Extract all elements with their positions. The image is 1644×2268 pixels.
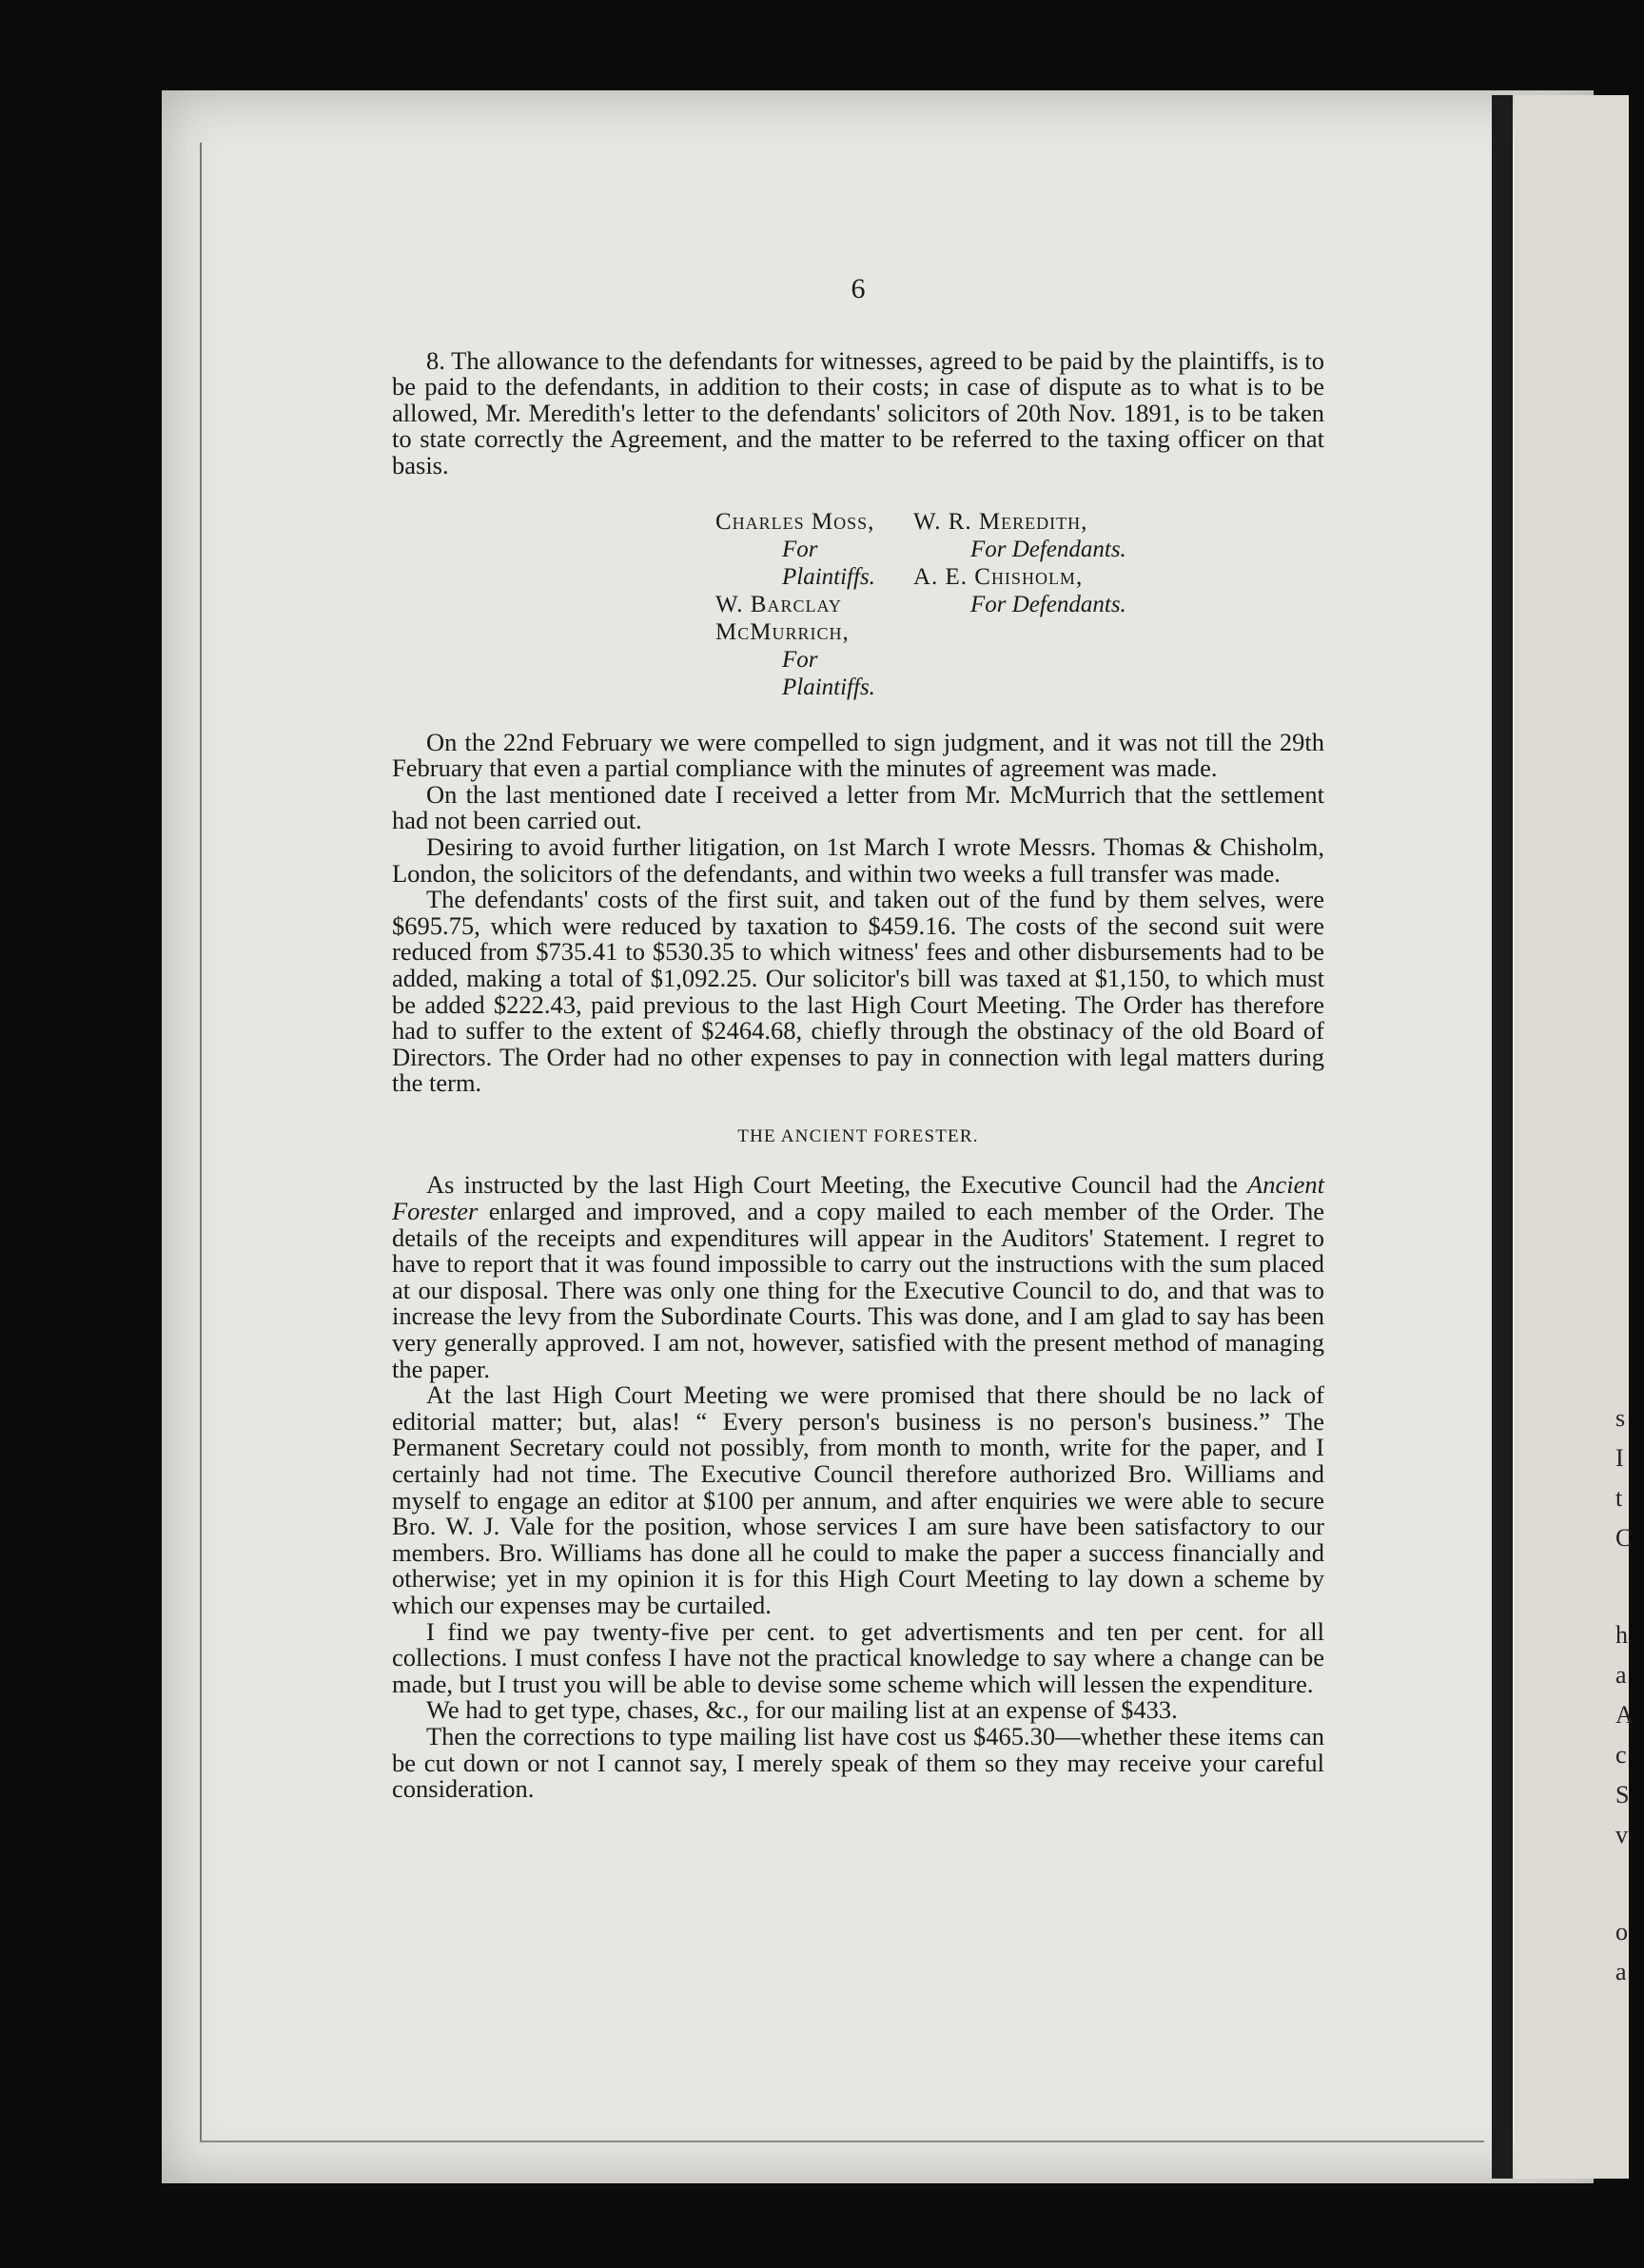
fragment-letter: s [1615, 1404, 1626, 1432]
signatory-name: A. E. Chisholm, [912, 563, 1084, 590]
paragraph: At the last High Court Meeting we were promised that there should be no lack of editorial matter; but, alas! “ Every person's business is no person's business.” The Permanent Secretary could not possibly, from month to month, write for the paper, and I certainly had not time. The Executive Council therefore authorized Bro. Williams and myself to engage an editor at $100 per annum, and after enquiries we were able to secure Bro. W. J. Vale for the position, whose services I am sure have been satisfactory to our members. Bro. Williams has done all he could to make the paper a success financially and otherwise; yet in my opinion it is for this High Court Meeting to lay down a scheme by which our expenses may be curtailed. [392, 1380, 1324, 1619]
publication-title: Ancient Forester [392, 1170, 1324, 1226]
signatory-role: For Defendants. [969, 536, 1126, 562]
page-number: 6 [851, 273, 866, 304]
page-text [392, 273, 1324, 1804]
fragment-letter: C [1615, 1524, 1633, 1552]
facing-page-strip [1515, 95, 1629, 2179]
paragraph-ancient-forester [392, 1172, 1324, 1382]
page-edge-shadow [200, 143, 202, 2141]
signatory-role: For Plaintiffs. [782, 536, 875, 590]
signatory-role: For Defendants. [969, 591, 1126, 617]
book-spine-gutter [1492, 95, 1513, 2179]
page-edge-shadow-bottom [200, 2141, 1484, 2142]
signature-block [392, 508, 1324, 701]
paragraph: Then the corrections to type mailing list have cost us $465.30—whether these items can be cut down or not I cannot say, I merely speak of them so they may receive your careful consideration. [392, 1721, 1324, 1804]
fragment-letter: v [1615, 1821, 1628, 1848]
paragraph: We had to get type, chases, &c., for our mailing list at an expense of $433. [426, 1695, 1178, 1725]
paragraph-8: 8. The allowance to the defendants for witnesses, agreed to be paid by the plaintiffs, is to be paid to the defendants, in addition to their costs; in case of dispute as to what is to be allowed, Mr. Meredith's letter to the defendants' solicitors of 20th Nov. 1891, is to be taken to state correctly the Agreement, and the matter to be referred to the taxing officer on that basis. [392, 345, 1324, 479]
signatory-role: For Plaintiffs. [782, 646, 875, 700]
signatory-name: W. Barclay McMurrich, [715, 591, 850, 645]
paragraph: On the last mentioned date I received a letter from Mr. McMurrich that the settlement had not been carried out. [392, 779, 1324, 835]
paragraph-rest: enlarged and improved, and a copy mailed to each member of the Order. The details of the receipts and expenditures will appear in the Auditors' Statement. I regret to have to report that it was found impossible to carry out the instructions with the sum placed at our disposal. There was only one thing for the Executive Council to do, and that was to increase the levy from the Subordinate Courts. This was done, and I am glad to say has been very generally approved. I am not, however, satisfied with the present method of managing the paper. [392, 1197, 1324, 1383]
paragraph: On the 22nd February we were compelled to sign judgment, and it was not till the 29th February that even a partial compliance with the minutes of agreement was made. [392, 727, 1324, 783]
fragment-letter: S [1615, 1781, 1630, 1809]
fragment-letter: c [1615, 1741, 1627, 1769]
paragraph: I find we pay twenty-five per cent. to get advertisments and ten per cent. for all collections. I must confess I have not the practical knowledge to say where a change can be made, but I trust you will be able to devise some scheme which will lessen the expenditure. [392, 1616, 1324, 1698]
fragment-letter: o [1615, 1918, 1628, 1945]
facing-page-fragments [1615, 1398, 1644, 1992]
fragment-letter: a [1615, 1958, 1627, 1985]
signature-left-column [392, 508, 875, 701]
fragment-letter: I [1615, 1444, 1624, 1472]
paragraph-lead: As instructed by the last High Court Meeting, the Executive Council had the [426, 1170, 1248, 1200]
section-heading: THE ANCIENT FORESTER. [737, 1125, 979, 1146]
signatory-name: Charles Moss, [715, 508, 875, 535]
fragment-letter: A [1615, 1701, 1634, 1729]
fragment-letter: a [1615, 1661, 1627, 1689]
fragment-letter: h [1615, 1621, 1628, 1649]
fragment-letter: t [1615, 1484, 1623, 1512]
paragraph: Desiring to avoid further litigation, on 1st March I wrote Messrs. Thomas & Chisholm, London, the solicitors of the defendants, and within two weeks a full transfer was made. [392, 831, 1324, 888]
signature-right-column [875, 508, 1324, 701]
signatory-name: W. R. Meredith, [912, 508, 1088, 535]
paragraph: The defendants' costs of the first suit, and taken out of the fund by them selves, were $695.75, which were reduced by taxation to $459.16. The costs of the second suit were reduced from $735.41 to $530.35 to which witness' fees and other disbursements had to be added, making a total of $1,092.25. Our solicitor's bill was taxed at $1,150, to which must be added $222.43, paid previous to the last High Court Meeting. The Order has therefore had to suffer to the extent of $2464.68, chiefly through the obstinacy of the old Board of Directors. The Order had no other expenses to pay in connection with legal matters during the term. [392, 885, 1324, 1098]
